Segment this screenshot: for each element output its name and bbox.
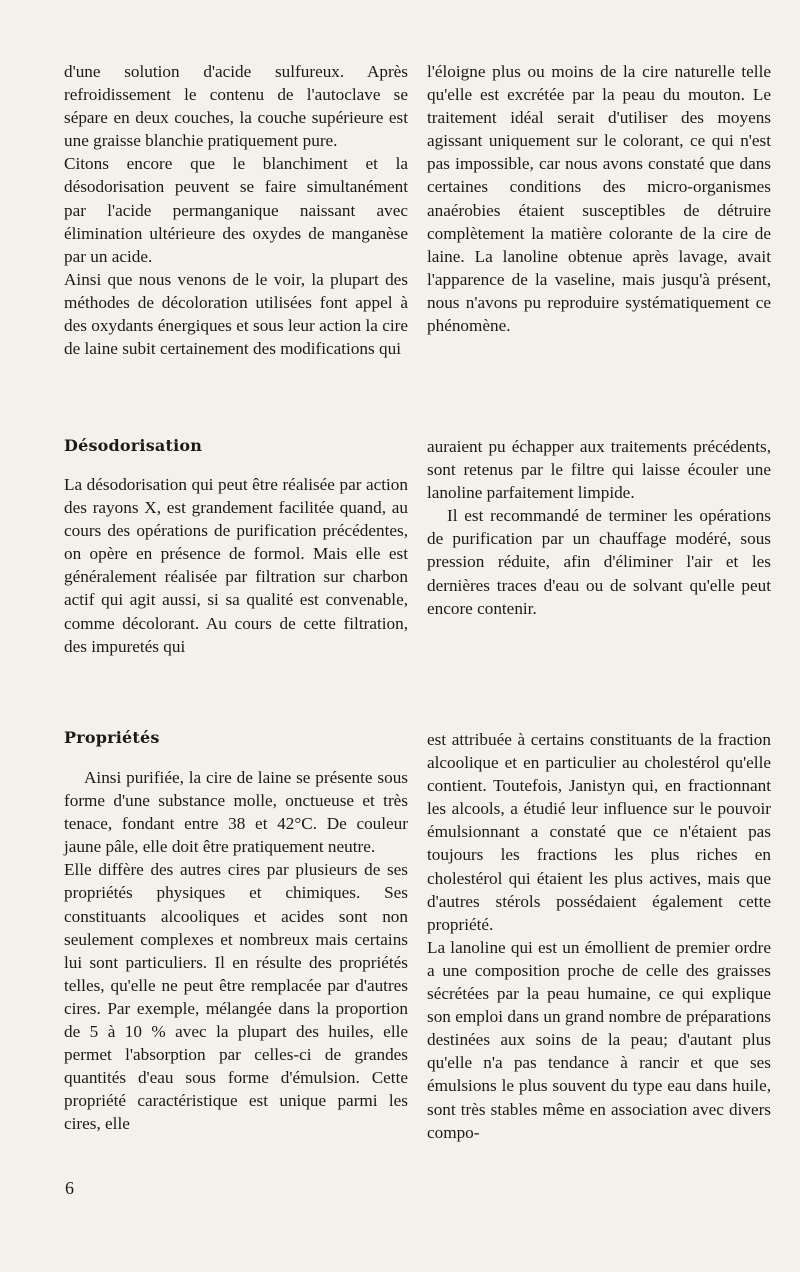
paragraph: Elle diffère des autres cires par plusieurs de ses propriétés physiques et chimiques. Ses constituants alcooliques et acides sont non seulement complexes et nombreux mais certains lui sont particuliers. Il en résulte des propriétés telles, qu'elle ne peut être remplacée par d'autres cires. Par exemple, mélangée dans la proportion de 5 à 10 % avec la plupart des huiles, elle permet l'absorption par celles-ci de grandes quantités d'eau sous forme d'émulsion. Cette propriété caractéristique est unique parmi les cires, elle	[64, 860, 408, 1134]
paragraph: l'éloigne plus ou moins de la cire naturelle telle qu'elle est excrétée par la peau du mouton. Le traitement idéal serait d'utiliser des moyens agissant uniquement sur le colorant, ce qui n'est pas impossible, car nous avons constaté que dans certaines conditions des micro-organismes anaérobies étaient susceptibles de détruire complètement la matière colorante de la cire de laine. La lanoline obtenue après lavage, avait l'apparence de la vaseline, mais jusqu'à présent, nous n'avons pu reproduire systématiquement ce phénomène.	[427, 62, 771, 336]
paragraph: auraient pu échapper aux traitements précédents, sont retenus par le filtre qui laisse écouler une lanoline parfaitement limpide.	[427, 437, 771, 503]
desodorisation-right-column	[427, 435, 771, 620]
proprietes-right-column	[427, 728, 771, 1144]
top-right-column	[427, 60, 771, 337]
paragraph: Citons encore que le blanchiment et la désodorisation peuvent se faire simultanément par l'acide permanganique naissant avec élimination ultérieure des oxydes de manganèse par un acide.	[64, 154, 408, 266]
paragraph: Il est recommandé de terminer les opérations de purification par un chauffage modéré, sous pression réduite, afin d'éliminer l'air et les dernières traces d'eau ou de solvant qu'elle peut encore contenir.	[427, 506, 771, 618]
page-number: 6	[65, 1178, 74, 1198]
paragraph: La désodorisation qui peut être réalisée par action des rayons X, est grandement facilitée quand, au cours des opérations de purification précédentes, on opère en présence de formol. Mais elle est généralement réalisée par filtration sur charbon actif qui agit aussi, si sa qualité est convenable, comme décolorant. Au cours de cette filtration, des impuretés qui	[64, 475, 408, 656]
paragraph: est attribuée à certains constituants de la fraction alcoolique et en particulier au cholestérol qu'elle contient. Toutefois, Janistyn qui, en fractionnant les alcools, a étudié leur influence sur le pouvoir émulsionnant a constaté que ce n'étaient pas toujours les fractions les plus riches en cholestérol qui étaient les plus actives, mais que d'autres stérols possédaient également cette propriété.	[427, 730, 771, 934]
paragraph: Ainsi purifiée, la cire de laine se présente sous forme d'une substance molle, onctueuse et très tenace, fondant entre 38 et 42°C. De couleur jaune pâle, elle doit être pratiquement neutre.	[64, 768, 408, 857]
top-left-column	[64, 60, 408, 360]
section-heading-desodorisation: Désodorisation	[64, 436, 203, 455]
paragraph: d'une solution d'acide sulfureux. Après refroidissement le contenu de l'autoclave se sépare en deux couches, la couche supérieure est une graisse blanchie pratiquement pure.	[64, 62, 408, 151]
paragraph: Ainsi que nous venons de le voir, la plupart des méthodes de décoloration utilisées font appel à des oxydants énergiques et sous leur action la cire de laine subit certainement des modifications qui	[64, 269, 408, 359]
desodorisation-left-column	[64, 473, 408, 658]
paragraph: La lanoline qui est un émollient de premier ordre a une composition proche de celle des graisses sécrétées par la peau humaine, ce qui explique son emploi dans un grand nombre de préparations destinées aux soins de la peau; d'autant plus qu'elle n'a pas tendance à rancir et que ses émulsions le plus souvent du type eau dans huile, sont très stables même en association avec divers compo-	[427, 937, 771, 1142]
proprietes-left-column	[64, 766, 408, 1136]
section-heading-proprietes: Propriétés	[64, 728, 160, 747]
